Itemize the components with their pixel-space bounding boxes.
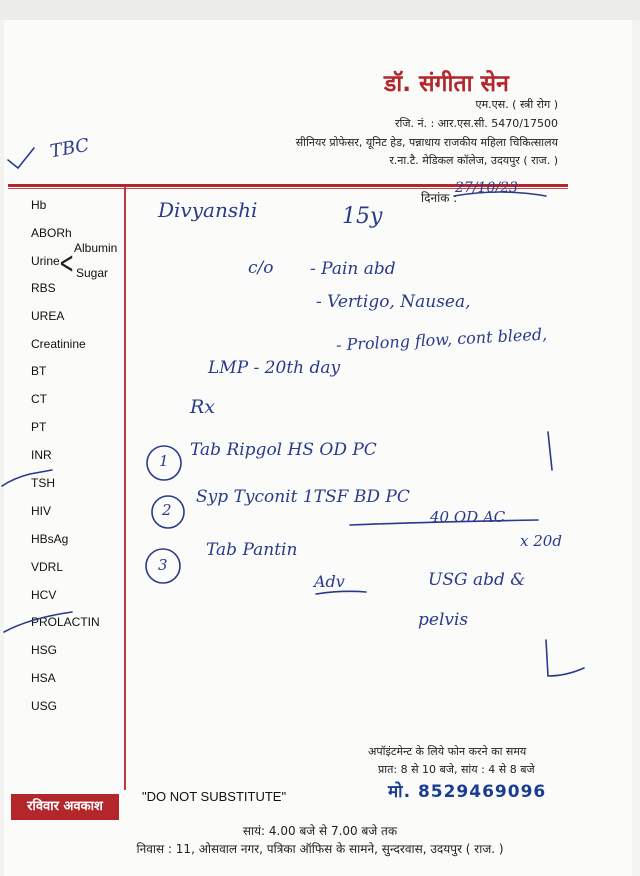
patient-name: Divyanshi xyxy=(158,198,258,222)
complaint-3: - Prolong flow, cont bleed, xyxy=(335,324,548,355)
registration-number: रजि. नं. : आर.एस.सी. 5470/17500 xyxy=(394,117,558,130)
margin-note: TBC xyxy=(48,134,91,163)
medicine-3-duration: x 20d xyxy=(520,532,562,550)
doctor-name: डॉ. संगीता सेन xyxy=(384,71,509,97)
test-item: PROLACTIN xyxy=(31,615,100,629)
test-item: RBS xyxy=(31,281,56,295)
complaint-1: - Pain abd xyxy=(310,259,396,279)
mobile-number: मो. 8529469096 xyxy=(388,782,547,802)
med1-stroke xyxy=(548,432,552,470)
residence-address: निवास : 11, ओसवाल नगर, पत्रिका ऑफिस के सामने, सुन्दरवास, उदयपुर ( राज. ) xyxy=(136,842,504,856)
test-item: HCV xyxy=(31,588,57,602)
test-item: HSA xyxy=(31,671,56,685)
tsh-tick-icon xyxy=(2,470,52,486)
test-item: HSG xyxy=(31,643,58,657)
medicine-1: Tab Ripgol HS OD PC xyxy=(190,440,377,460)
test-item: Creatinine xyxy=(31,337,86,351)
doctor-degree: एम.एस. ( स्त्री रोग ) xyxy=(475,98,558,111)
prolactin-tick-icon xyxy=(4,612,72,632)
test-item: HBsAg xyxy=(31,532,69,546)
med2-number: 2 xyxy=(162,501,172,519)
test-item: Albumin xyxy=(74,241,118,255)
test-item: HIV xyxy=(31,504,52,518)
adv-underline xyxy=(316,591,366,594)
medicine-3-dose: 40 OD AC xyxy=(430,508,506,526)
test-item: UREA xyxy=(31,309,65,323)
test-item: Hb xyxy=(31,198,47,212)
patient-age: 15y xyxy=(342,204,383,229)
sunday-off-badge: रविवार अवकाश xyxy=(11,794,119,820)
test-item: CT xyxy=(31,392,47,406)
test-item: ABORh xyxy=(31,226,72,240)
complaints-label: c/o xyxy=(248,258,274,278)
med3-number: 3 xyxy=(158,556,168,574)
test-item: BT xyxy=(31,364,47,378)
brace-symbol: < xyxy=(59,246,75,281)
evening-hours: सायं: 4.00 बजे से 7.00 बजे तक xyxy=(242,824,398,838)
test-item: USG xyxy=(31,699,58,713)
medicine-3: Tab Pantin xyxy=(206,540,298,560)
test-item: Urine xyxy=(31,254,60,268)
date-label: दिनांक : xyxy=(421,191,458,205)
test-item: PT xyxy=(31,420,47,434)
lmp-note: LMP - 20th day xyxy=(208,358,341,378)
date-value: 27/10/23 xyxy=(455,180,518,196)
med1-number: 1 xyxy=(159,452,169,470)
test-item: Sugar xyxy=(76,266,109,280)
test-item: TSH xyxy=(31,476,55,490)
advice-text-2: pelvis xyxy=(418,610,469,630)
do-not-substitute: "DO NOT SUBSTITUTE" xyxy=(142,789,287,804)
college: र.ना.टै. मेडिकल कॉलेज, उदयपुर ( राज. ) xyxy=(389,154,558,167)
margin-tick-icon xyxy=(8,148,34,168)
signature-mark-icon xyxy=(546,640,584,676)
appointment-heading: अपॉइंटमेन्ट के लिये फोन करने का समय xyxy=(368,745,527,758)
appointment-hours: प्रात: 8 से 10 बजे, सांय : 4 से 8 बजे xyxy=(378,763,535,776)
test-item: VDRL xyxy=(31,560,64,574)
test-item: INR xyxy=(31,448,52,462)
rx-symbol: Rx xyxy=(190,396,216,418)
complaint-2: - Vertigo, Nausea, xyxy=(316,292,471,312)
advice-text: USG abd & xyxy=(428,570,526,590)
advice-label: Adv xyxy=(314,572,345,591)
medicine-2: Syp Tyconit 1TSF BD PC xyxy=(196,487,410,507)
designation: सीनियर प्रोफेसर, यूनिट हेड, पन्नाधाय राजकीय महिला चिकित्सालय xyxy=(295,136,558,149)
